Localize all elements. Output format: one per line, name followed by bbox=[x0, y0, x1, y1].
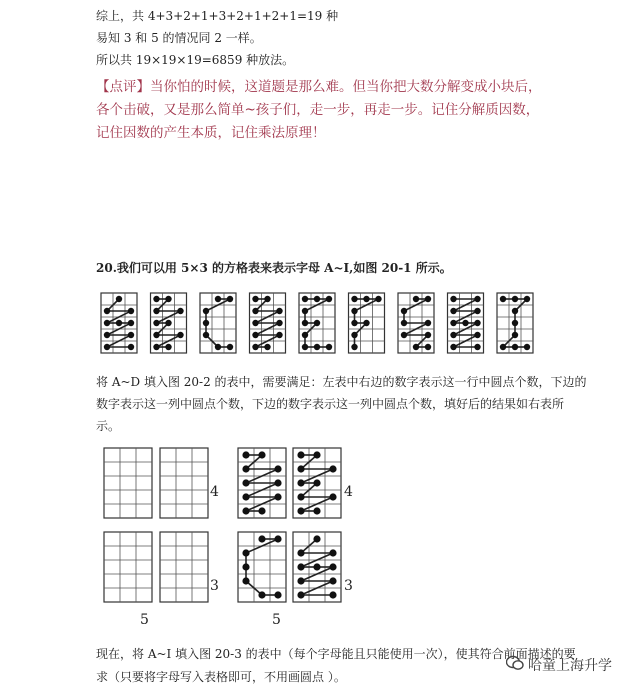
figure2-label-right-bottom: 5 bbox=[272, 612, 281, 628]
letter-dot bbox=[128, 332, 134, 338]
letter-dot bbox=[302, 320, 308, 326]
letter-dot bbox=[413, 296, 419, 302]
figure2-label-right-row2: 3 bbox=[344, 578, 353, 594]
final-line-2: 求（只要将字母写入表格即可，不用画圆点 ）。 bbox=[96, 670, 346, 684]
filled-dot bbox=[242, 577, 249, 584]
review-line-3: 记住因数的产生本质，记住乘法原理！ bbox=[96, 125, 326, 141]
letter-dot bbox=[252, 332, 258, 338]
filled-dot bbox=[258, 535, 265, 542]
letter-dot bbox=[252, 344, 258, 350]
letter-dot bbox=[276, 320, 282, 326]
filled-dot bbox=[242, 493, 249, 500]
letter-dot bbox=[264, 344, 270, 350]
watermark-text: 哈童上海升学 bbox=[528, 658, 612, 674]
letter-dot bbox=[462, 320, 468, 326]
filled-dot bbox=[329, 465, 336, 472]
summary-line-2: 易知 3 和 5 的情况同 2 一样。 bbox=[96, 31, 262, 45]
filled-dot bbox=[297, 507, 304, 514]
letter-dot bbox=[302, 308, 308, 314]
watermark bbox=[506, 655, 612, 675]
letter-dot bbox=[425, 320, 431, 326]
letter-dot bbox=[512, 320, 518, 326]
filled-dot bbox=[242, 451, 249, 458]
empty-grid-3 bbox=[104, 532, 152, 602]
filled-dot bbox=[313, 507, 320, 514]
description-line-1: 将 A~D 填入图 20-2 的表中，需要满足：左表中右边的数字表示这一行中圆点个数，下边的 bbox=[96, 375, 587, 389]
letter-dot bbox=[302, 296, 308, 302]
filled-dot bbox=[313, 451, 320, 458]
letter-dot bbox=[314, 320, 320, 326]
filled-dot bbox=[329, 577, 336, 584]
filled-dot bbox=[297, 563, 304, 570]
letter-dot bbox=[474, 308, 480, 314]
empty-grid-2 bbox=[160, 448, 208, 518]
letter-dot bbox=[474, 332, 480, 338]
review-line-2: 各个击破，又是那么简单~孩子们，走一步，再走一步。记住分解质因数， bbox=[96, 102, 540, 118]
letter-dot bbox=[104, 308, 110, 314]
filled-dot bbox=[274, 535, 281, 542]
letter-dot bbox=[153, 332, 159, 338]
letter-dot bbox=[104, 332, 110, 338]
letter-dot bbox=[128, 308, 134, 314]
letter-dot bbox=[425, 332, 431, 338]
letter-dot bbox=[425, 344, 431, 350]
letter-dot bbox=[314, 344, 320, 350]
letter-dot bbox=[401, 332, 407, 338]
letter-dot bbox=[116, 296, 122, 302]
figure2-label-left-bottom: 5 bbox=[140, 612, 149, 628]
filled-dot bbox=[297, 591, 304, 598]
filled-dot bbox=[297, 479, 304, 486]
summary-line-1: 综上，共 4+3+2+1+3+2+1+2+1=19 种 bbox=[96, 9, 339, 23]
letter-dot bbox=[104, 344, 110, 350]
letter-dot bbox=[450, 308, 456, 314]
filled-dot bbox=[242, 563, 249, 570]
letter-dot bbox=[524, 296, 530, 302]
figure2-label-left-row1: 4 bbox=[210, 484, 219, 500]
letter-dot bbox=[351, 308, 357, 314]
letter-dot bbox=[153, 320, 159, 326]
filled-dot bbox=[297, 577, 304, 584]
letter-dot bbox=[252, 296, 258, 302]
letter-dot bbox=[500, 296, 506, 302]
letter-dot bbox=[264, 296, 270, 302]
filled-dot bbox=[242, 549, 249, 556]
letter-dot bbox=[215, 296, 221, 302]
letter-dot bbox=[351, 332, 357, 338]
filled-dot bbox=[242, 465, 249, 472]
wechat-icon bbox=[506, 655, 524, 675]
letter-dot bbox=[326, 344, 332, 350]
letter-dot bbox=[351, 320, 357, 326]
filled-dot bbox=[274, 591, 281, 598]
letter-dot bbox=[474, 296, 480, 302]
filled-dot bbox=[297, 465, 304, 472]
filled-dot bbox=[258, 451, 265, 458]
filled-dot bbox=[313, 535, 320, 542]
filled-dot bbox=[329, 549, 336, 556]
letter-dot bbox=[153, 344, 159, 350]
question-20-title: 20.我们可以用 5×3 的方格表来表示字母 A~I,如图 20-1 所示。 bbox=[96, 261, 452, 275]
letter-dot bbox=[512, 332, 518, 338]
letter-dot bbox=[512, 296, 518, 302]
letter-dot bbox=[128, 344, 134, 350]
letter-dot bbox=[104, 320, 110, 326]
letter-dot bbox=[227, 344, 233, 350]
letter-dot bbox=[128, 320, 134, 326]
letter-dot bbox=[351, 296, 357, 302]
description-line-2: 数字表示这一列中圆点个数，下边的数字表示这一列中圆点个数，填好后的结果如右表所 bbox=[96, 397, 565, 411]
figure2-label-right-row1: 4 bbox=[344, 484, 353, 500]
filled-dot bbox=[313, 563, 320, 570]
filled-dot bbox=[297, 549, 304, 556]
letter-dot bbox=[165, 344, 171, 350]
filled-dot bbox=[297, 493, 304, 500]
filled-dot bbox=[274, 479, 281, 486]
final-line-1: 现在，将 A~I 填入图 20-3 的表中（每个字母能且只能使用一次），使其符合前面描述的要 bbox=[96, 647, 576, 661]
letter-dot bbox=[450, 332, 456, 338]
letter-dot bbox=[363, 296, 369, 302]
letter-dot bbox=[215, 344, 221, 350]
letter-dot bbox=[401, 320, 407, 326]
letter-dot bbox=[450, 320, 456, 326]
letter-dot bbox=[203, 320, 209, 326]
letter-dot bbox=[401, 308, 407, 314]
letter-dot bbox=[450, 344, 456, 350]
letter-dot bbox=[425, 296, 431, 302]
letter-dot bbox=[474, 344, 480, 350]
filled-dot bbox=[274, 493, 281, 500]
letter-dot bbox=[203, 308, 209, 314]
letter-dot bbox=[227, 296, 233, 302]
letter-dot bbox=[512, 344, 518, 350]
filled-dot bbox=[258, 591, 265, 598]
filled-dot bbox=[258, 507, 265, 514]
letter-dot bbox=[177, 308, 183, 314]
figure2-label-left-row2: 3 bbox=[210, 578, 219, 594]
letter-dot bbox=[302, 332, 308, 338]
filled-dot bbox=[329, 493, 336, 500]
letter-dot bbox=[512, 308, 518, 314]
letter-dot bbox=[450, 296, 456, 302]
letter-dot bbox=[116, 320, 122, 326]
description-line-3: 示。 bbox=[96, 419, 121, 433]
letter-dot bbox=[375, 296, 381, 302]
letter-dot bbox=[165, 296, 171, 302]
letter-dot bbox=[524, 344, 530, 350]
letter-dot bbox=[314, 296, 320, 302]
letter-dot bbox=[500, 344, 506, 350]
filled-dot bbox=[242, 507, 249, 514]
review-line-1: 【点评】当你怕的时候，这道题是那么难。但当你把大数分解变成小块后， bbox=[96, 79, 542, 95]
letter-dot bbox=[363, 320, 369, 326]
letter-dot bbox=[351, 344, 357, 350]
letter-dot bbox=[413, 344, 419, 350]
letter-dot bbox=[177, 332, 183, 338]
filled-dot bbox=[329, 591, 336, 598]
empty-grid-4 bbox=[160, 532, 208, 602]
letter-dot bbox=[252, 308, 258, 314]
letter-dot bbox=[153, 296, 159, 302]
letter-dot bbox=[153, 308, 159, 314]
filled-dot bbox=[329, 563, 336, 570]
letter-dot bbox=[203, 332, 209, 338]
letter-dot bbox=[252, 320, 258, 326]
letter-dot bbox=[474, 320, 480, 326]
empty-grid-1 bbox=[104, 448, 152, 518]
letter-dot bbox=[276, 332, 282, 338]
filled-dot bbox=[242, 479, 249, 486]
letter-dot bbox=[165, 320, 171, 326]
letter-dot bbox=[276, 308, 282, 314]
letter-dot bbox=[302, 344, 308, 350]
letter-dot bbox=[326, 296, 332, 302]
filled-dot bbox=[313, 479, 320, 486]
filled-dot bbox=[274, 465, 281, 472]
filled-dot bbox=[297, 451, 304, 458]
summary-line-3: 所以共 19×19×19=6859 种放法。 bbox=[96, 53, 295, 67]
